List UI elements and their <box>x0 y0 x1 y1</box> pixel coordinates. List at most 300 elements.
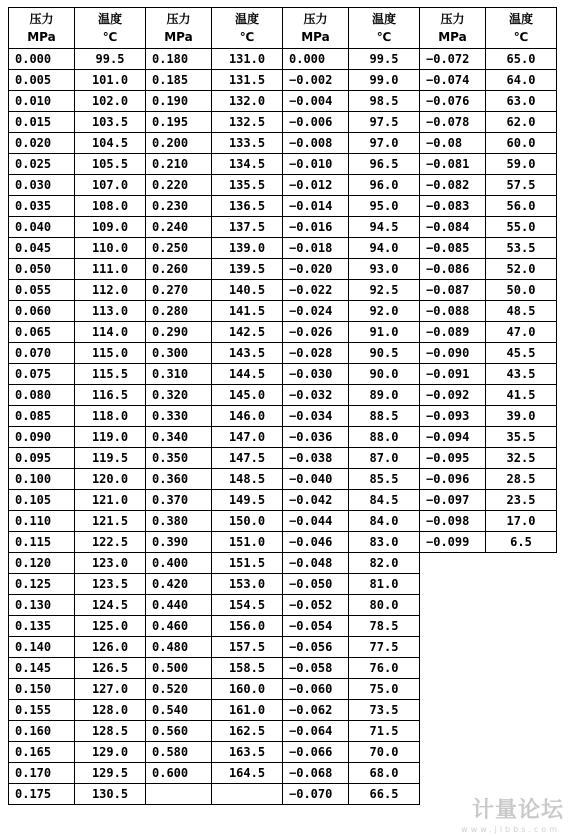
table-row <box>9 553 557 574</box>
temperature-cell: 123.5 <box>75 574 146 595</box>
temperature-cell: 60.0 <box>486 133 557 154</box>
pressure-cell: −0.038 <box>283 448 349 469</box>
pressure-cell: 0.420 <box>146 574 212 595</box>
temperature-cell: 118.0 <box>75 406 146 427</box>
table-row <box>9 364 557 385</box>
temperature-cell: 91.0 <box>349 322 420 343</box>
pressure-cell: −0.096 <box>420 469 486 490</box>
table-row <box>9 385 557 406</box>
temperature-cell: 94.5 <box>349 217 420 238</box>
pressure-cell: 0.230 <box>146 196 212 217</box>
pressure-cell: 0.220 <box>146 175 212 196</box>
temperature-cell: 153.0 <box>212 574 283 595</box>
temperature-cell: 136.5 <box>212 196 283 217</box>
table-row <box>9 70 557 91</box>
temperature-cell: 156.0 <box>212 616 283 637</box>
pressure-cell: −0.004 <box>283 91 349 112</box>
pressure-cell: −0.026 <box>283 322 349 343</box>
pressure-cell: 0.100 <box>9 469 75 490</box>
pressure-cell: −0.002 <box>283 70 349 91</box>
table-row <box>9 511 557 532</box>
pressure-cell: 0.460 <box>146 616 212 637</box>
temperature-cell: 115.0 <box>75 343 146 364</box>
temperature-cell: 148.5 <box>212 469 283 490</box>
table-row <box>9 301 557 322</box>
table-row <box>9 469 557 490</box>
temperature-cell: 150.0 <box>212 511 283 532</box>
temperature-cell: 142.5 <box>212 322 283 343</box>
temperature-cell: 116.5 <box>75 385 146 406</box>
temperature-cell: 90.0 <box>349 364 420 385</box>
header-unit: MPa <box>164 30 193 44</box>
temperature-cell: 68.0 <box>349 763 420 784</box>
temperature-cell: 124.5 <box>75 595 146 616</box>
pressure-header <box>146 8 212 49</box>
pressure-cell: 0.370 <box>146 490 212 511</box>
pressure-cell: −0.097 <box>420 490 486 511</box>
table-container <box>8 7 557 805</box>
pressure-cell: 0.320 <box>146 385 212 406</box>
temperature-cell: 70.0 <box>349 742 420 763</box>
pressure-cell: −0.040 <box>283 469 349 490</box>
pressure-cell: 0.020 <box>9 133 75 154</box>
temperature-cell: 131.0 <box>212 49 283 70</box>
temperature-cell: 99.5 <box>349 49 420 70</box>
temperature-cell: 151.0 <box>212 532 283 553</box>
temperature-cell: 119.0 <box>75 427 146 448</box>
temperature-cell: 133.5 <box>212 133 283 154</box>
pressure-cell: 0.030 <box>9 175 75 196</box>
temperature-cell: 41.5 <box>486 385 557 406</box>
temperature-cell: 6.5 <box>486 532 557 553</box>
pressure-cell: −0.086 <box>420 259 486 280</box>
pressure-cell: −0.062 <box>283 700 349 721</box>
pressure-cell: −0.060 <box>283 679 349 700</box>
header-unit: ℃ <box>376 30 392 44</box>
table-row <box>9 196 557 217</box>
pressure-header <box>420 8 486 49</box>
pressure-cell: 0.390 <box>146 532 212 553</box>
pressure-cell: 0.080 <box>9 385 75 406</box>
pressure-cell: −0.085 <box>420 238 486 259</box>
temperature-cell: 122.5 <box>75 532 146 553</box>
temperature-cell: 96.0 <box>349 175 420 196</box>
temperature-cell: 162.5 <box>212 721 283 742</box>
pressure-cell: −0.078 <box>420 112 486 133</box>
temperature-cell: 28.5 <box>486 469 557 490</box>
table-row <box>9 175 557 196</box>
temperature-cell: 154.5 <box>212 595 283 616</box>
pressure-cell: 0.380 <box>146 511 212 532</box>
pressure-cell: −0.042 <box>283 490 349 511</box>
temperature-cell: 101.0 <box>75 70 146 91</box>
temperature-cell: 147.0 <box>212 427 283 448</box>
temperature-cell: 92.5 <box>349 280 420 301</box>
pressure-cell: 0.480 <box>146 637 212 658</box>
pressure-cell: −0.094 <box>420 427 486 448</box>
temperature-cell: 120.0 <box>75 469 146 490</box>
header-unit: MPa <box>301 30 330 44</box>
pressure-cell: −0.020 <box>283 259 349 280</box>
temperature-cell: 121.0 <box>75 490 146 511</box>
pressure-cell: 0.175 <box>9 784 75 805</box>
temperature-cell <box>212 784 283 805</box>
pressure-cell: 0.120 <box>9 553 75 574</box>
temperature-cell: 114.0 <box>75 322 146 343</box>
pressure-cell: −0.010 <box>283 154 349 175</box>
temperature-cell: 163.5 <box>212 742 283 763</box>
temperature-cell: 143.5 <box>212 343 283 364</box>
temperature-cell: 160.0 <box>212 679 283 700</box>
pressure-cell: 0.090 <box>9 427 75 448</box>
pressure-cell: 0.240 <box>146 217 212 238</box>
table-row <box>9 427 557 448</box>
pressure-cell: −0.074 <box>420 70 486 91</box>
temperature-cell: 73.5 <box>349 700 420 721</box>
temperature-cell: 47.0 <box>486 322 557 343</box>
pressure-header <box>283 8 349 49</box>
temperature-cell: 140.5 <box>212 280 283 301</box>
temperature-cell: 145.0 <box>212 385 283 406</box>
temperature-cell: 139.0 <box>212 238 283 259</box>
pressure-cell: −0.048 <box>283 553 349 574</box>
pressure-cell: −0.050 <box>283 574 349 595</box>
pressure-cell: −0.012 <box>283 175 349 196</box>
temperature-cell: 134.5 <box>212 154 283 175</box>
temperature-cell: 66.5 <box>349 784 420 805</box>
temperature-cell: 59.0 <box>486 154 557 175</box>
temperature-cell: 65.0 <box>486 49 557 70</box>
pressure-cell: 0.350 <box>146 448 212 469</box>
pressure-cell: 0.005 <box>9 70 75 91</box>
temperature-cell: 123.0 <box>75 553 146 574</box>
pressure-cell: 0.070 <box>9 343 75 364</box>
temperature-cell: 88.5 <box>349 406 420 427</box>
pressure-cell: −0.056 <box>283 637 349 658</box>
watermark-logo: 计量论坛 <box>471 798 564 823</box>
pressure-cell: 0.400 <box>146 553 212 574</box>
temperature-cell: 97.5 <box>349 112 420 133</box>
temperature-cell: 50.0 <box>486 280 557 301</box>
pressure-cell: 0.520 <box>146 679 212 700</box>
pressure-cell: 0.440 <box>146 595 212 616</box>
temperature-cell: 144.5 <box>212 364 283 385</box>
temperature-cell: 111.0 <box>75 259 146 280</box>
pressure-cell: 0.060 <box>9 301 75 322</box>
pressure-cell: −0.024 <box>283 301 349 322</box>
pressure-cell: −0.052 <box>283 595 349 616</box>
header-unit: ℃ <box>513 30 529 44</box>
temperature-cell: 97.0 <box>349 133 420 154</box>
pressure-cell: 0.075 <box>9 364 75 385</box>
pressure-cell: 0.130 <box>9 595 75 616</box>
table-row <box>9 322 557 343</box>
temperature-cell: 95.0 <box>349 196 420 217</box>
table-row <box>9 49 557 70</box>
temperature-cell: 129.0 <box>75 742 146 763</box>
pressure-cell: −0.082 <box>420 175 486 196</box>
temperature-cell: 110.0 <box>75 238 146 259</box>
temperature-cell: 149.5 <box>212 490 283 511</box>
temperature-cell: 75.0 <box>349 679 420 700</box>
pressure-cell: 0.050 <box>9 259 75 280</box>
pressure-cell: 0.160 <box>9 721 75 742</box>
pressure-cell: −0.034 <box>283 406 349 427</box>
temperature-cell: 77.5 <box>349 637 420 658</box>
temperature-cell: 115.5 <box>75 364 146 385</box>
header-name: 压力 <box>303 12 328 26</box>
table-row <box>9 154 557 175</box>
temperature-cell: 93.0 <box>349 259 420 280</box>
temperature-cell: 76.0 <box>349 658 420 679</box>
temperature-cell: 119.5 <box>75 448 146 469</box>
pressure-cell: −0.093 <box>420 406 486 427</box>
pressure-cell: −0.046 <box>283 532 349 553</box>
temperature-header <box>212 8 283 49</box>
pressure-cell: 0.015 <box>9 112 75 133</box>
temperature-cell: 17.0 <box>486 511 557 532</box>
temperature-cell: 87.0 <box>349 448 420 469</box>
temperature-cell: 35.5 <box>486 427 557 448</box>
temperature-cell: 78.5 <box>349 616 420 637</box>
temperature-cell: 90.5 <box>349 343 420 364</box>
pressure-cell: −0.070 <box>283 784 349 805</box>
pressure-cell: 0.010 <box>9 91 75 112</box>
temperature-cell: 52.0 <box>486 259 557 280</box>
pressure-cell: 0.180 <box>146 49 212 70</box>
temperature-cell: 23.5 <box>486 490 557 511</box>
temperature-cell: 71.5 <box>349 721 420 742</box>
pressure-cell: 0.115 <box>9 532 75 553</box>
table-row <box>9 532 557 553</box>
pressure-cell: −0.016 <box>283 217 349 238</box>
pressure-cell: −0.090 <box>420 343 486 364</box>
pressure-cell: −0.089 <box>420 322 486 343</box>
pressure-cell: −0.030 <box>283 364 349 385</box>
header-unit: MPa <box>27 30 56 44</box>
pressure-cell: 0.055 <box>9 280 75 301</box>
temperature-cell: 151.5 <box>212 553 283 574</box>
table-row <box>9 448 557 469</box>
temperature-cell: 139.5 <box>212 259 283 280</box>
pressure-cell: −0.08 <box>420 133 486 154</box>
temperature-cell: 125.0 <box>75 616 146 637</box>
watermark-url: www.jlbbs.com <box>461 825 560 834</box>
temperature-cell: 121.5 <box>75 511 146 532</box>
temperature-cell: 94.0 <box>349 238 420 259</box>
temperature-cell: 132.5 <box>212 112 283 133</box>
pressure-cell: −0.087 <box>420 280 486 301</box>
temperature-cell: 127.0 <box>75 679 146 700</box>
table-row <box>9 238 557 259</box>
temperature-cell: 32.5 <box>486 448 557 469</box>
pressure-cell: −0.083 <box>420 196 486 217</box>
temperature-cell: 158.5 <box>212 658 283 679</box>
pressure-cell: 0.000 <box>9 49 75 70</box>
temperature-cell: 56.0 <box>486 196 557 217</box>
header-unit: ℃ <box>239 30 255 44</box>
pressure-cell: 0.360 <box>146 469 212 490</box>
pressure-cell: −0.028 <box>283 343 349 364</box>
temperature-cell: 107.0 <box>75 175 146 196</box>
temperature-cell: 92.0 <box>349 301 420 322</box>
table-body <box>9 49 557 805</box>
pressure-cell: −0.044 <box>283 511 349 532</box>
pressure-cell: 0.250 <box>146 238 212 259</box>
pressure-cell: −0.054 <box>283 616 349 637</box>
pressure-cell: 0.330 <box>146 406 212 427</box>
pressure-cell: 0.045 <box>9 238 75 259</box>
temperature-cell: 45.5 <box>486 343 557 364</box>
temperature-cell: 99.0 <box>349 70 420 91</box>
pressure-cell: 0.165 <box>9 742 75 763</box>
pressure-cell: −0.032 <box>283 385 349 406</box>
temperature-cell: 135.5 <box>212 175 283 196</box>
pressure-cell: −0.076 <box>420 91 486 112</box>
temperature-cell: 109.0 <box>75 217 146 238</box>
pressure-cell: 0.210 <box>146 154 212 175</box>
pressure-cell: 0.600 <box>146 763 212 784</box>
pressure-cell: −0.008 <box>283 133 349 154</box>
temperature-cell: 82.0 <box>349 553 420 574</box>
temperature-cell: 88.0 <box>349 427 420 448</box>
pressure-cell: −0.066 <box>283 742 349 763</box>
pressure-cell: 0.580 <box>146 742 212 763</box>
temperature-cell: 132.0 <box>212 91 283 112</box>
header-name: 温度 <box>234 12 259 26</box>
pressure-cell: −0.014 <box>283 196 349 217</box>
temperature-cell: 53.5 <box>486 238 557 259</box>
pressure-cell: 0.135 <box>9 616 75 637</box>
temperature-cell: 84.5 <box>349 490 420 511</box>
temperature-header <box>75 8 146 49</box>
pressure-cell: 0.145 <box>9 658 75 679</box>
temperature-cell: 131.5 <box>212 70 283 91</box>
pressure-cell: −0.068 <box>283 763 349 784</box>
temperature-cell: 48.5 <box>486 301 557 322</box>
pressure-cell: −0.088 <box>420 301 486 322</box>
pressure-cell: −0.091 <box>420 364 486 385</box>
pressure-cell: −0.006 <box>283 112 349 133</box>
pressure-cell: −0.036 <box>283 427 349 448</box>
temperature-cell: 39.0 <box>486 406 557 427</box>
temperature-cell: 130.5 <box>75 784 146 805</box>
table-row <box>9 112 557 133</box>
pressure-cell: 0.170 <box>9 763 75 784</box>
header-name: 温度 <box>508 12 533 26</box>
pressure-cell: 0.185 <box>146 70 212 91</box>
pressure-cell: 0.040 <box>9 217 75 238</box>
header-row <box>9 8 557 49</box>
pressure-cell: 0.035 <box>9 196 75 217</box>
table-row <box>9 133 557 154</box>
pressure-header <box>9 8 75 49</box>
table-row <box>9 343 557 364</box>
temperature-header <box>486 8 557 49</box>
temperature-cell: 89.0 <box>349 385 420 406</box>
temperature-cell: 108.0 <box>75 196 146 217</box>
pressure-cell: 0.065 <box>9 322 75 343</box>
pressure-cell: 0.025 <box>9 154 75 175</box>
temperature-cell: 104.5 <box>75 133 146 154</box>
pressure-cell: 0.260 <box>146 259 212 280</box>
pressure-cell: −0.022 <box>283 280 349 301</box>
pressure-cell: 0.500 <box>146 658 212 679</box>
table-row <box>9 280 557 301</box>
table-row <box>9 217 557 238</box>
table-row <box>9 91 557 112</box>
header-name: 压力 <box>166 12 191 26</box>
header-name: 压力 <box>29 12 54 26</box>
temperature-cell: 102.0 <box>75 91 146 112</box>
temperature-cell: 83.0 <box>349 532 420 553</box>
table-row <box>9 490 557 511</box>
temperature-cell: 99.5 <box>75 49 146 70</box>
pressure-cell: −0.018 <box>283 238 349 259</box>
header-unit: ℃ <box>102 30 118 44</box>
pressure-cell: 0.200 <box>146 133 212 154</box>
temperature-cell: 141.5 <box>212 301 283 322</box>
table-row <box>9 259 557 280</box>
header-name: 压力 <box>440 12 465 26</box>
header-unit: MPa <box>438 30 467 44</box>
pressure-cell <box>146 784 212 805</box>
pressure-cell: −0.081 <box>420 154 486 175</box>
temperature-cell: 113.0 <box>75 301 146 322</box>
pressure-cell: 0.140 <box>9 637 75 658</box>
temperature-cell: 128.5 <box>75 721 146 742</box>
pressure-cell: −0.084 <box>420 217 486 238</box>
temperature-cell: 137.5 <box>212 217 283 238</box>
pressure-cell: 0.125 <box>9 574 75 595</box>
pressure-cell: 0.300 <box>146 343 212 364</box>
pressure-cell: 0.310 <box>146 364 212 385</box>
temperature-cell: 164.5 <box>212 763 283 784</box>
temperature-cell: 43.5 <box>486 364 557 385</box>
table-row <box>9 406 557 427</box>
temperature-cell: 57.5 <box>486 175 557 196</box>
pressure-cell: 0.560 <box>146 721 212 742</box>
temperature-cell: 105.5 <box>75 154 146 175</box>
pressure-cell: 0.270 <box>146 280 212 301</box>
temperature-cell: 146.0 <box>212 406 283 427</box>
pressure-cell: −0.058 <box>283 658 349 679</box>
pressure-cell: −0.099 <box>420 532 486 553</box>
temperature-cell: 129.5 <box>75 763 146 784</box>
temperature-cell: 64.0 <box>486 70 557 91</box>
temperature-cell: 63.0 <box>486 91 557 112</box>
temperature-cell: 126.0 <box>75 637 146 658</box>
pressure-cell: 0.000 <box>283 49 349 70</box>
temperature-cell: 84.0 <box>349 511 420 532</box>
pressure-cell: −0.095 <box>420 448 486 469</box>
pressure-cell: 0.095 <box>9 448 75 469</box>
empty-area <box>420 553 557 805</box>
pressure-cell: −0.098 <box>420 511 486 532</box>
pressure-cell: 0.195 <box>146 112 212 133</box>
header-name: 温度 <box>97 12 122 26</box>
temperature-cell: 85.5 <box>349 469 420 490</box>
temperature-cell: 147.5 <box>212 448 283 469</box>
pressure-cell: 0.105 <box>9 490 75 511</box>
temperature-cell: 103.5 <box>75 112 146 133</box>
pressure-temperature-table <box>8 7 557 805</box>
temperature-header <box>349 8 420 49</box>
temperature-cell: 157.5 <box>212 637 283 658</box>
temperature-cell: 80.0 <box>349 595 420 616</box>
temperature-cell: 55.0 <box>486 217 557 238</box>
pressure-cell: −0.072 <box>420 49 486 70</box>
